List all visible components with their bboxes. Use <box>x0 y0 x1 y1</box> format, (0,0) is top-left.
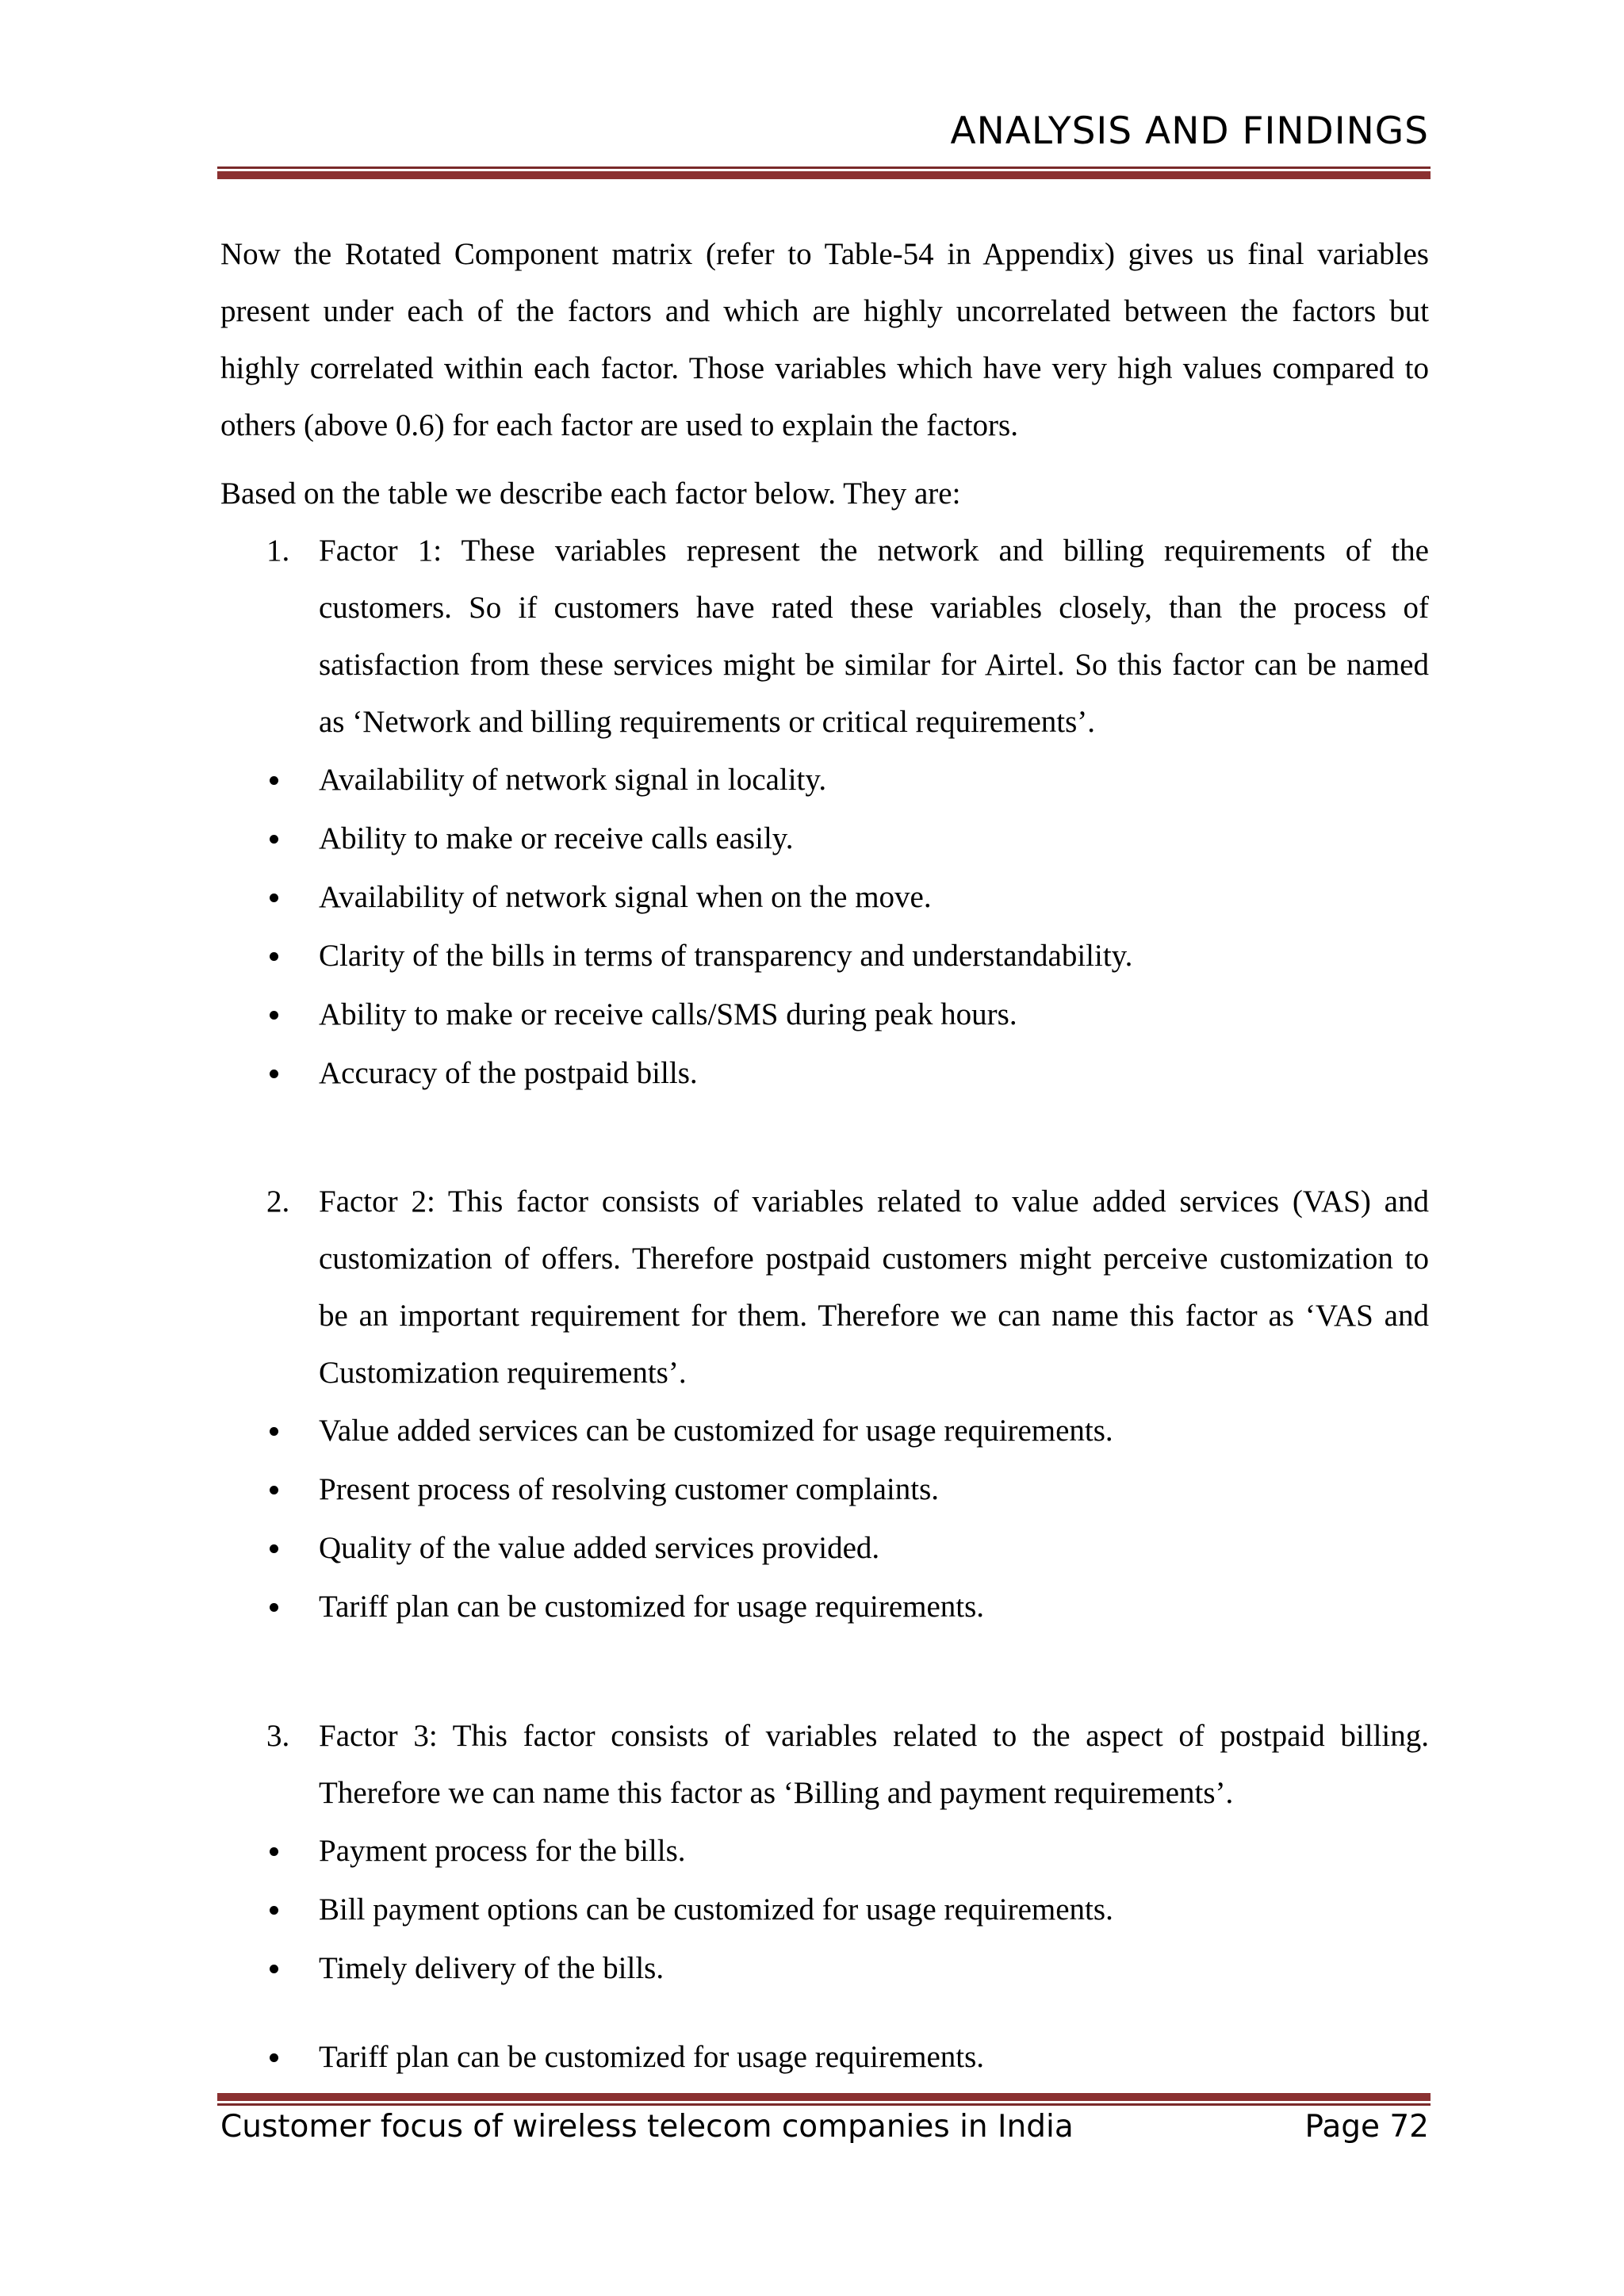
factor-1-text: Factor 1: These variables represent the network and billing requirements of the customers. So if customers have rated these variables closely, than the process of satisfaction from these services might be similar for Airtel. So this factor can be named as ‘Network and billing requirements or critical requirements’. <box>319 534 1429 739</box>
bullet-icon <box>270 1906 278 1915</box>
list-item <box>220 927 1429 985</box>
bullet-icon <box>270 1070 278 1078</box>
bullet-icon <box>270 952 278 961</box>
factor-2-number: 2. <box>266 1184 290 1219</box>
factor-3-description <box>220 1708 1429 1822</box>
intro-paragraph: Now the Rotated Component matrix (refer to Table-54 in Appendix) gives us final variables present under each of the factors and which are highly uncorrelated between the factors but highly correlated within each factor. Those variables which have very high values compared to others (above 0.6) for each factor are used to explain the factors. <box>220 237 1429 442</box>
list-item <box>220 1402 1429 1460</box>
list-item <box>220 1044 1429 1103</box>
factor-2-block <box>220 1173 1429 1636</box>
factor-3-block <box>220 1708 1429 1998</box>
list-item-text: Tariff plan can be customized for usage requirements. <box>319 2040 985 2074</box>
bullet-icon <box>270 1965 278 1973</box>
list-item <box>220 985 1429 1044</box>
footer-rule-thick <box>217 2093 1431 2101</box>
list-item-text: Timely delivery of the bills. <box>319 1951 665 1985</box>
list-item <box>220 868 1429 927</box>
running-header-title: ANALYSIS AND FINDINGS <box>950 109 1429 153</box>
factor-2-description <box>220 1173 1429 1402</box>
list-item <box>220 1519 1429 1578</box>
list-item <box>220 1578 1429 1636</box>
list-item <box>220 809 1429 868</box>
list-item <box>220 1460 1429 1519</box>
list-item-text: Accuracy of the postpaid bills. <box>319 1056 698 1090</box>
factor-3-number: 3. <box>266 1719 290 1753</box>
bullet-icon <box>270 1544 278 1553</box>
factor-3-text: Factor 3: This factor consists of variables related to the aspect of postpaid billing. Therefore we can name this factor as ‘Billing and payment requirements’. <box>319 1719 1429 1810</box>
lead-block <box>220 465 1429 522</box>
footer-page-number: Page 72 <box>1304 2109 1429 2145</box>
list-item-text: Tariff plan can be customized for usage requirements. <box>319 1590 985 1624</box>
bullet-icon <box>270 776 278 785</box>
list-item-text: Value added services can be customized for usage requirements. <box>319 1414 1113 1448</box>
list-item <box>220 1881 1429 1939</box>
list-item-text: Clarity of the bills in terms of transparency and understandability. <box>319 939 1133 973</box>
factor-1-description <box>220 522 1429 751</box>
factor-1-block <box>220 522 1429 1103</box>
list-item <box>220 1939 1429 1998</box>
list-item-text: Quality of the value added services provided. <box>319 1531 880 1565</box>
bullet-icon <box>270 2053 278 2062</box>
header-rule-thin <box>217 166 1431 169</box>
bullet-icon <box>270 1486 278 1494</box>
list-item-text: Availability of network signal in locality. <box>319 763 827 797</box>
factor-2-text: Factor 2: This factor consists of variables related to value added services (VAS) and customization of offers. Therefore postpaid customers might perceive customization to be an important requirement for them. Therefore we can name this factor as ‘VAS and Customization requirements’. <box>319 1184 1429 1390</box>
bullet-icon <box>270 894 278 902</box>
list-item <box>220 1822 1429 1881</box>
factor-1-number: 1. <box>266 534 290 568</box>
intro-lead: Based on the table we describe each factor below. They are: <box>220 476 961 511</box>
list-item-text: Present process of resolving customer complaints. <box>319 1472 939 1506</box>
header-rule-thick <box>217 171 1431 179</box>
bullet-icon <box>270 835 278 844</box>
list-item <box>220 2028 1429 2087</box>
bullet-icon <box>270 1603 278 1612</box>
list-item <box>220 751 1429 809</box>
list-item-text: Ability to make or receive calls easily. <box>319 821 794 855</box>
list-item-text: Availability of network signal when on the move. <box>319 880 932 914</box>
bullet-icon <box>270 1427 278 1436</box>
factor-3-last-item-block <box>220 2028 1429 2087</box>
bullet-icon <box>270 1011 278 1020</box>
intro-block <box>220 226 1429 454</box>
list-item-text: Bill payment options can be customized for usage requirements. <box>319 1892 1113 1927</box>
list-item-text: Ability to make or receive calls/SMS during peak hours. <box>319 997 1017 1031</box>
footer-rule-thin <box>217 2103 1431 2106</box>
footer-document-title: Customer focus of wireless telecom companies in India <box>220 2109 1074 2145</box>
bullet-icon <box>270 1847 278 1856</box>
list-item-text: Payment process for the bills. <box>319 1834 686 1868</box>
